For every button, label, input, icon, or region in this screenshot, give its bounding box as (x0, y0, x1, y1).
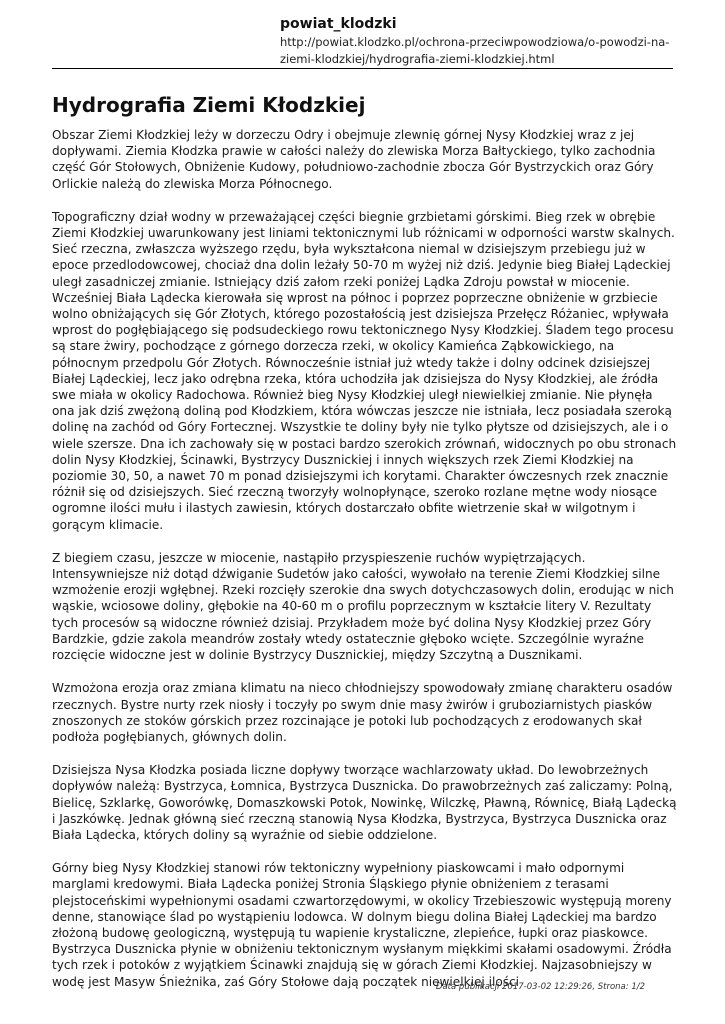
paragraph-2: Topograficzny dział wodny w przeważającej części biegnie grzbietami górskimi. Bieg rzek w obrębie Ziemi Kłodzkiej uwarunkowany jest liniami tektonicznymi lub różnicami w odporności warstw skalnych. Sieć rzeczna, zwłaszcza wyższego rzędu, była wykształcona niemal w dzisiejszym przebiegu już w epoce przedlodowcowej, chociaż dna dolin leżały 50-70 m wyżej niż dziś. Jedynie bieg Białej Lądeckiej uległ zasadniczej zmianie. Istniejący dziś załom rzeki poniżej Lądka Zdroju powstał w miocenie. Wcześniej Biała Lądecka kierowała się wprost na północ i poprzez poprzeczne obniżenie w grzbiecie wolno obniżających się Gór Złotych, którego pozostałością jest dzisiejsza Przełęcz Różaniec, wpływała wprost do pogłębiającego się podsudeckiego rowu tektonicznego Nysy Kłodzkiej. Śladem tego procesu są stare żwiry, pochodzące z górnego dorzecza rzeki, w okolicy Kamieńca Ząbkowickiego, na północnym przedpolu Gór Złotych. Równocześnie istniał już wtedy także i dolny odcinek dzisiejszej Białej Lądeckiej, lecz jako odrębna rzeka, która uchodziła jak dzisiejsza do Nysy Kłodzkiej, ale źródła swe miała w okolicy Radochowa. Również bieg Nysy Kłodzkiej uległ niewielkiej zmianie. Nie płynęła ona jak dziś zwężoną doliną pod Kłodzkiem, która wówczas jeszcze nie istniała, lecz posiadała szeroką dolinę na zachód od Góry Fortecznej. Wszystkie te doliny były nie tylko płytsze od dzisiejszych, ale i o wiele szersze. Dna ich zachowały się w postaci bardzo szerokich zrównań, widocznych po obu stronach dolin Nysy Kłodzkiej, Ścinawki, Bystrzycy Dusznickiej i innych większych rzek Ziemi Kłodzkiej na poziomie 30, 50, a nawet 70 m ponad dzisiejszymi ich korytami. Charakter ówczesnych rzek znacznie różnił się od dzisiejszych. Sieć rzeczną tworzyły wolnopłynące, szeroko rozlane mętne wody niosące ogromne ilości mułu i ilastych zawiesin, których dostarczało obfite wietrzenie skał w wilgotnym i gorącym klimacie. (52, 209, 677, 532)
header-divider (52, 68, 673, 69)
publication-footer: Data publikacji 2017-03-02 12:29:26, Strona: 1/2 (435, 982, 645, 992)
paragraph-1: Obszar Ziemi Kłodzkiej leży w dorzeczu Odry i obejmuje zlewnię górnej Nysy Kłodzkiej wraz z jej dopływami. Ziemia Kłodzka prawie w całości należy do zlewiska Morza Bałtyckiego, tylko zachodnia część Gór Stołowych, Obniżenie Kudowy, południowo-zachodnie zbocza Gór Bystrzyckich oraz Góry Orlickie należą do zlewiska Morza Północnego. (52, 128, 656, 191)
paragraph-4: Wzmożona erozja oraz zmiana klimatu na nieco chłodniejszy spowodowały zmianę charakteru osadów rzecznych. Bystre nurty rzek niosły i toczyły po swym dnie masy żwirów i gruboziarnistych piasków znoszonych ze stoków górskich przez rozcinające je potoki lub pochodzących z erodowanych skał podłoża pogłębianych, głównych dolin. (52, 681, 673, 744)
paragraph-5: Dzisiejsza Nysa Kłodzka posiada liczne dopływy tworzące wachlarzowaty układ. Do lewobrzeżnych dopływów należą: Bystrzyca, Łomnica, Bystrzyca Dusznicka. Do prawobrzeżnych zaś zaliczamy: Polną, Bielicę, Szklarkę, Goworówkę, Domaszkowski Potok, Nowinkę, Wilczkę, Pławną, Równicę, Białą Lądecką i Jaszkówkę. Jednak główną sieć rzeczną stanowią Nysa Kłodzka, Bystrzyca, Bystrzyca Dusznicka oraz Biała Lądecka, których doliny są wyraźnie od siebie oddzielone. (52, 763, 677, 842)
paragraph-6: Górny bieg Nysy Kłodzkiej stanowi rów tektoniczny wypełniony piaskowcami i mało odpornymi marglami kredowymi. Biała Lądecka poniżej Stronia Śląskiego płynie obniżeniem z terasami plejstoceńskimi wypełnionymi osadami czwartorzędowymi, w okolicy Trzebieszowic występują moreny denne, stanowiące ślad po wystąpieniu lodowca. W dolnym biegu dolina Białej Lądeckiej ma bardzo złożoną budowę geologiczną, występują tu wapienie krystaliczne, zlepieńce, łupki oraz piaskowce. Bystrzyca Dusznicka płynie w obniżeniu tektonicznym wysłanym miękkimi skałami osadowymi. Źródła tych rzek i potoków z wyjątkiem Ścinawki znajdują się w górach Ziemi Kłodzkiej. Najzasobniejszy w wodę jest Masyw Śnieżnika, zaś Góry Stołowe dają początek niewielkiej ilości (52, 861, 672, 989)
site-name: powiat_klodzki (280, 16, 397, 32)
page-header (280, 14, 673, 68)
paragraph-3: Z biegiem czasu, jeszcze w miocenie, nastąpiło przyspieszenie ruchów wypiętrzających. Intensywniejsze niż dotąd dźwiganie Sudetów jako całości, wywołało na terenie Ziemi Kłodzkiej silne wzmożenie erozji wgłębnej. Rzeki rozcięły szerokie dna swych dotychczasowych dolin, erodując w nich wąskie, wciosowe doliny, głębokie na 40-60 m o profilu poprzecznym w kształcie litery V. Rezultaty tych procesów są widoczne również dzisiaj. Przykładem może być dolina Nysy Kłodzkiej przez Góry Bardzkie, gdzie zakola meandrów zostały wtedy ostatecznie głęboko wcięte. Szczególnie wyraźne rozcięcie widoczne jest w dolinie Bystrzycy Dusznickiej, między Szczytną a Dusznikami. (52, 550, 674, 663)
source-url: http://powiat.klodzko.pl/ochrona-przeciwpowodziowa/o-powodzi-na-ziemi-klodzkiej/hydrografia-ziemi-klodzkiej.html (280, 35, 670, 66)
article-title: Hydrografia Ziemi Kłodzkiej (52, 93, 366, 117)
article-body (52, 127, 677, 1007)
